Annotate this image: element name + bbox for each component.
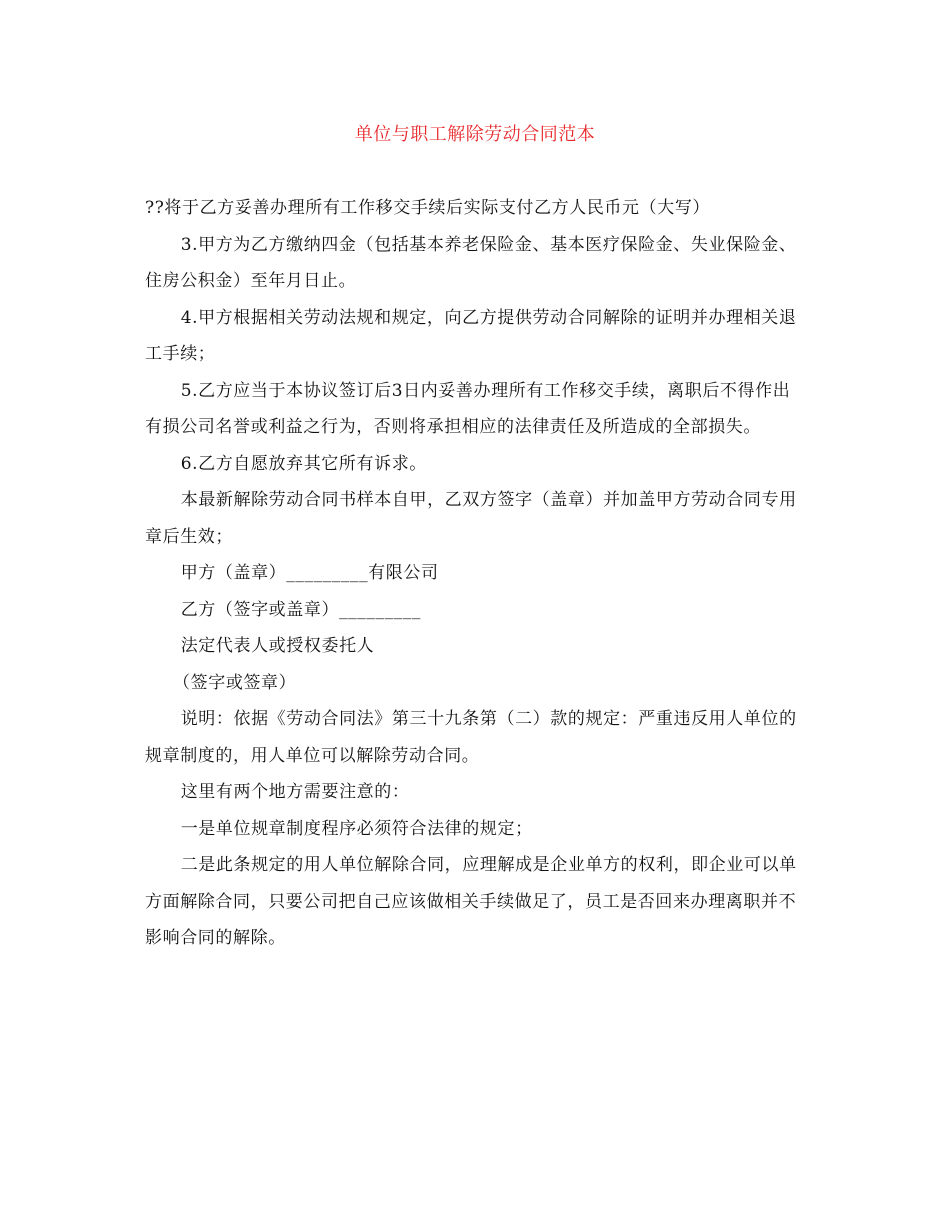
- document-title: 单位与职工解除劳动合同范本: [354, 124, 596, 145]
- paragraph-payment: ??将于乙方妥善办理所有工作移交手续后实际支付乙方人民币元（大写）: [145, 198, 711, 218]
- signature-party-a: 甲方（盖章）_________有限公司: [180, 563, 439, 583]
- signature-note: （签字或签章）: [173, 672, 297, 693]
- signature-party-b: 乙方（签字或盖章）_________: [180, 599, 421, 620]
- paragraph-effective: 本最新解除劳动合同书样本自甲，乙双方签字（盖章）并加盖甲方劳动合同专用章后生效；: [145, 490, 797, 547]
- note-point-1: 一是单位规章制度程序必须符合法律的规定；: [180, 818, 533, 839]
- paragraph-clause-6: 6.乙方自愿放弃其它所有诉求。: [180, 453, 427, 474]
- paragraph-clause-3: 3.甲方为乙方缴纳四金（包括基本养老保险金、基本医疗保险金、失业保险金、住房公积金）至年月日止。: [145, 234, 797, 291]
- note-point-2: 二是此条规定的用人单位解除合同，应理解成是企业单方的权利，即企业可以单方面解除合同，只要公司把自己应该做相关手续做足了，员工是否回来办理离职并不影响合同的解除。: [145, 855, 797, 948]
- note-attention: 这里有两个地方需要注意的：: [180, 782, 410, 802]
- signature-representative: 法定代表人或授权委托人: [180, 636, 375, 656]
- paragraph-clause-5: 5.乙方应当于本协议签订后3日内妥善办理所有工作移交手续，离职后不得作出有损公司名誉或利益之行为，否则将承担相应的法律责任及所造成的全部损失。: [145, 380, 791, 437]
- note-explanation: 说明：依据《劳动合同法》第三十九条第（二）款的规定：严重违反用人单位的规章制度的，用人单位可以解除劳动合同。: [145, 709, 797, 766]
- paragraph-clause-4: 4.甲方根据相关劳动法规和规定，向乙方提供劳动合同解除的证明并办理相关退工手续；: [145, 307, 797, 364]
- document-body: [145, 190, 800, 957]
